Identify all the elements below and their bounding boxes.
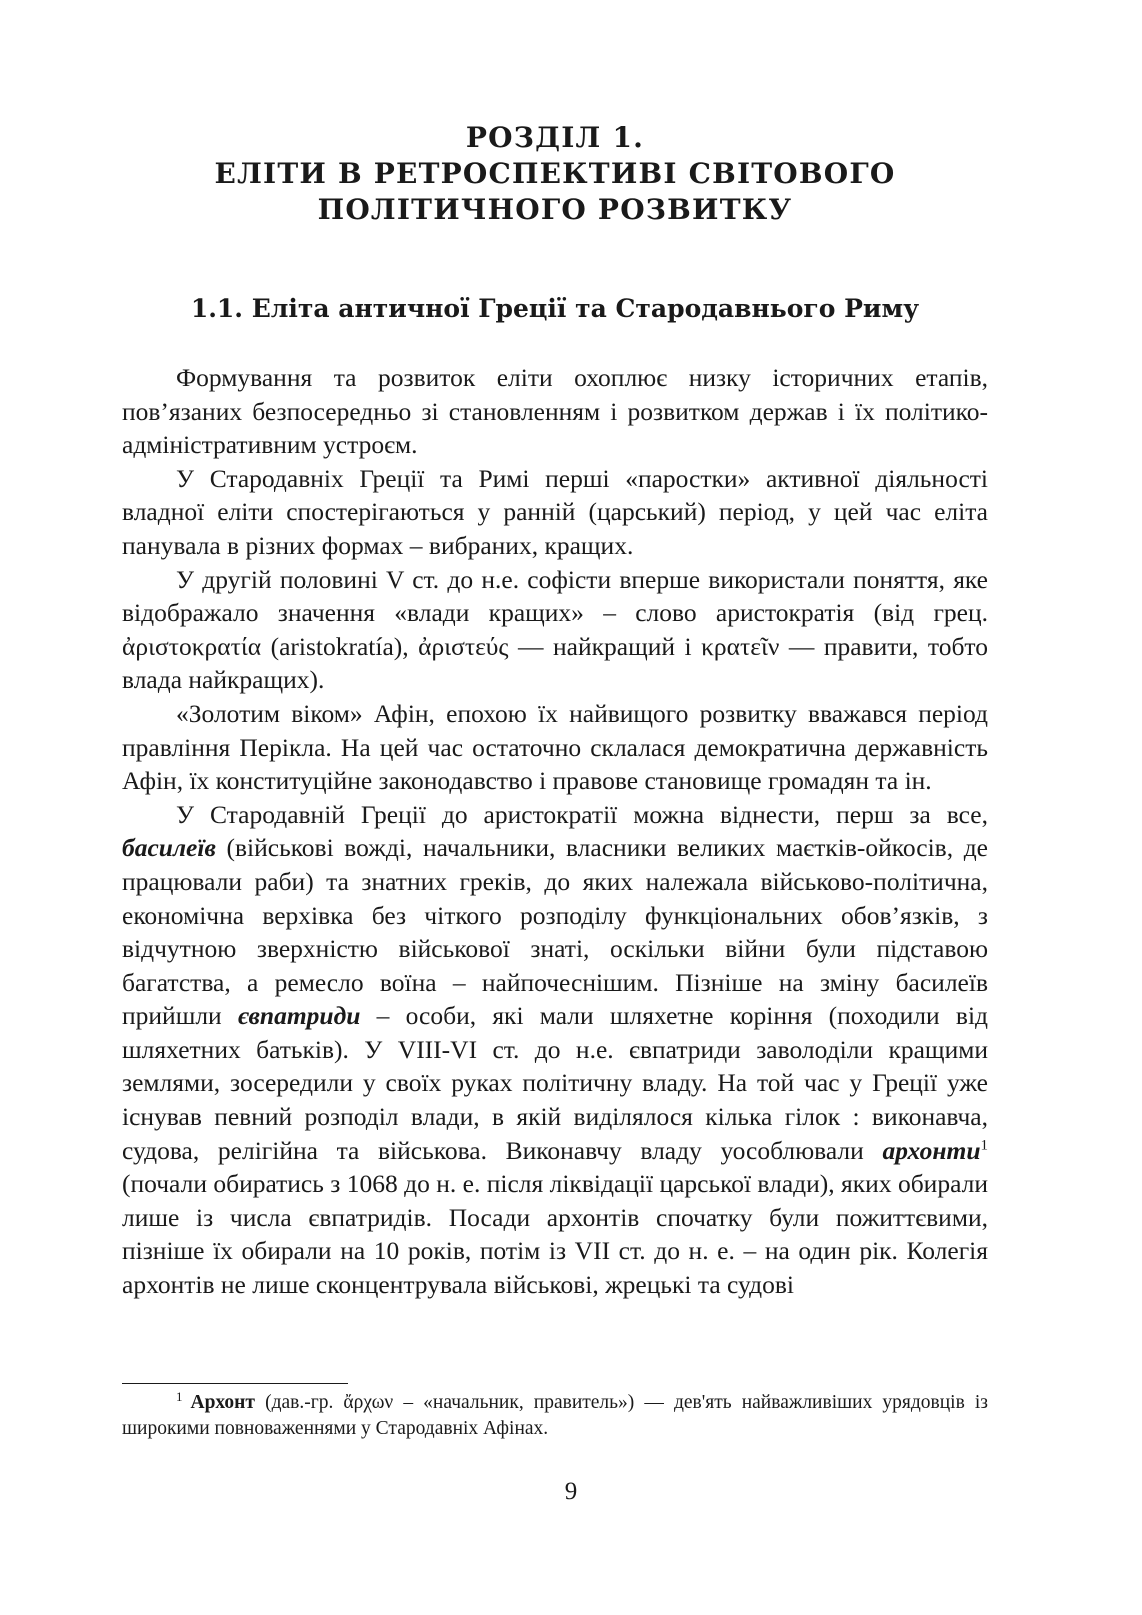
chapter-heading <box>120 120 990 228</box>
paragraph-3: У другій половині V ст. до н.е. софісти вперше використали поняття, яке відображало значення «влади кращих» – слово аристократія (від грец. ἀριστοκρατία (aristokratía), ἀριστεύς — найкращий і κρατεῖν — правити, тобто влада найкращих). <box>122 564 988 695</box>
footnote-term: Архонт <box>190 1392 255 1413</box>
paragraph-5-text-a: У Стародавній Греції до аристократії можна віднести, перш за все, <box>176 799 988 829</box>
page-number: 9 <box>564 1478 578 1505</box>
chapter-label: РОЗДІЛ 1. <box>465 121 645 154</box>
paragraph-5-text-b: (військові вожді, начальники, власники великих маєтків-ойкосів, де працювали раби) та знатних греків, до яких належала військово-політична, економічна верхівка без чіткого розподілу функціональних обов’язків, з відчутною зверхністю військової знаті, оскільки війни були підставою багатства, а ремесло воїна – найпочеснішим. Пізніше на зміну басилеїв прийшли <box>122 833 988 1031</box>
footnote-text: (дав.-гр. ἄρχων – «начальник, правитель») — дев'ять найважливіших урядовців із широкими повноваженнями у Стародавніх Афінах. <box>122 1392 988 1439</box>
paragraph-4: «Золотим віком» Афін, епохою їх найвищого розвитку вважався період правління Перікла. На цей час остаточно склалася демократична державність Афін, їх конституційне законодавство і правове становище громадян та ін. <box>122 698 988 796</box>
paragraph-5 <box>122 798 988 1302</box>
paragraph-5-text-c: – особи, які мали шляхетне коріння (походили від шляхетних батьків). У VIII-VI ст. до н.е. євпатриди заволоділи кращими землями, зосередили у своїх руках політичну владу. На той час у Греції уже існував певний розподіл влади, в якій виділялося кілька гілок : виконавча, судова, релігійна та військова. Виконавчу владу уособлювали <box>122 1001 989 1165</box>
footnote-reference[interactable]: 1 <box>980 1137 988 1154</box>
term-archons: архонти <box>882 1135 981 1165</box>
paragraph-2: У Стародавніх Греції та Римі перші «паростки» активної діяльності владної еліти спостерігаються у ранній (царський) період, у цей час еліта панувала в різних формах – вибраних, кращих. <box>122 463 988 560</box>
term-basileis: басилеїв <box>122 833 216 863</box>
footnote <box>122 1390 988 1442</box>
paragraph-5-text-d: (почали обиратись з 1068 до н. е. після ліквідації царської влади), яких обирали лише із числа євпатридів. Посади архонтів спочатку були пожиттєвими, пізніше їх обирали на 10 років, потім із VII ст. до н. е. – на один рік. Колегія архонтів не лише сконцентрувала військові, жрецькі та судові <box>122 1169 988 1300</box>
footnote-mark: 1 <box>176 1388 183 1404</box>
footnote-separator <box>122 1383 348 1384</box>
section-title: 1.1. Еліта античної Греції та Стародавнього Риму <box>190 294 920 323</box>
paragraph-1: Формування та розвиток еліти охоплює низку історичних етапів, пов’язаних безпосередньо зі становленням і розвитком держав і їх політико-адміністративним устроєм. <box>122 363 988 460</box>
chapter-title-line-2: ПОЛІТИЧНОГО РОЗВИТКУ <box>317 193 793 226</box>
chapter-title-line-1: ЕЛІТИ В РЕТРОСПЕКТИВІ СВІТОВОГО <box>214 157 896 190</box>
body-text <box>122 361 988 1302</box>
term-eupatrides: євпатриди <box>237 1001 361 1031</box>
